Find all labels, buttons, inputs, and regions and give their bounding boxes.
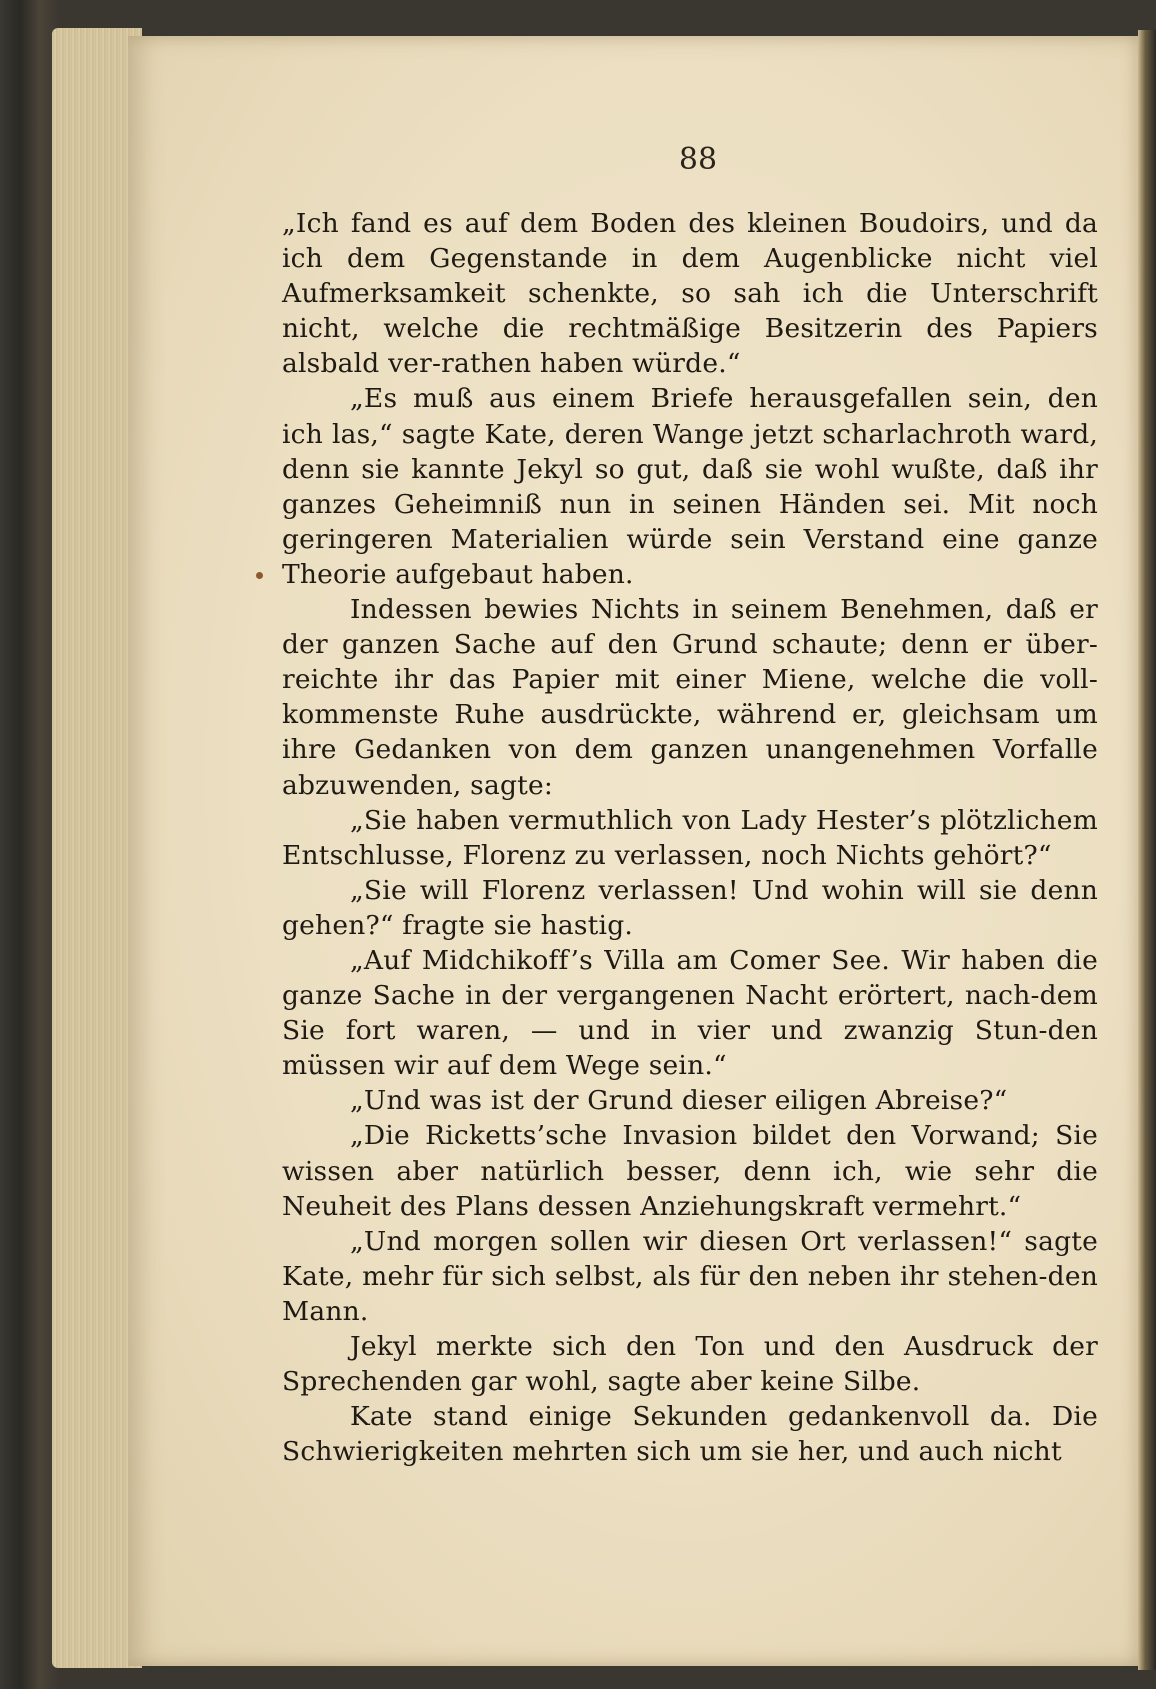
paragraph: Kate stand einige Sekunden gedankenvoll da. Die Schwierigkeiten mehrten sich um sie her, und auch nicht: [282, 1401, 1098, 1468]
paragraph: Jekyl merkte sich den Ton und den Ausdruck der Sprechenden gar wohl, sagte aber keine Silbe.: [282, 1331, 1098, 1398]
margin-mark: [256, 572, 263, 579]
paragraph: „Und was ist der Grund dieser eiligen Abreise?“: [350, 1085, 1008, 1117]
paragraph: „Die Ricketts’sche Invasion bildet den Vorwand; Sie wissen aber natürlich besser, denn ich, wie sehr die Neuheit des Plans dessen Anziehungskraft vermehrt.“: [282, 1120, 1098, 1222]
paragraph: „Sie haben vermuthlich von Lady Hester’s plötzlichem Entschlusse, Florenz zu verlassen, noch Nichts gehört?“: [282, 804, 1098, 871]
body-text: [282, 206, 1098, 1469]
paragraph: „Und morgen sollen wir diesen Ort verlassen!“ sagte Kate, mehr für sich selbst, als für den neben ihr stehen-den Mann.: [282, 1225, 1098, 1327]
book-binding-edge: [1138, 30, 1156, 1670]
paragraph: „Auf Midchikoff’s Villa am Comer See. Wir haben die ganze Sache in der vergangenen Nacht erörtert, nach-dem Sie fort waren, — und in vier und zwanzig Stun-den müssen wir auf dem Wege sein.“: [282, 944, 1098, 1082]
paragraph: Indessen bewies Nichts in seinem Benehmen, daß er der ganzen Sache auf den Grund schaute; denn er über-reichte ihr das Papier mit einer Miene, welche die voll-kommenste Ruhe ausdrückte, während er, gleichsam um ihre Gedanken von dem ganzen unangenehmen Vorfalle abzuwenden, sagte:: [282, 594, 1098, 801]
paragraph: „Es muß aus einem Briefe herausgefallen sein, den ich las,“ sagte Kate, deren Wange jetzt scharlachroth ward, denn sie kannte Jekyl so gut, daß sie wohl wußte, daß ihr ganzes Geheimniß nun in seinen Händen sei. Mit noch geringeren Materialien würde sein Verstand eine ganze Theorie aufgebaut haben.: [282, 383, 1098, 590]
paragraph: „Sie will Florenz verlassen! Und wohin will sie denn gehen?“ fragte sie hastig.: [282, 874, 1098, 941]
paragraph: „Ich fand es auf dem Boden des kleinen Boudoirs, und da ich dem Gegenstande in dem Augenblicke nicht viel Aufmerksamkeit schenkte, so sah ich die Unterschrift nicht, welche die rechtmäßige Besitzerin des Papiers alsbald ver-rathen haben würde.“: [282, 208, 1098, 380]
page-number: 88: [678, 142, 718, 177]
